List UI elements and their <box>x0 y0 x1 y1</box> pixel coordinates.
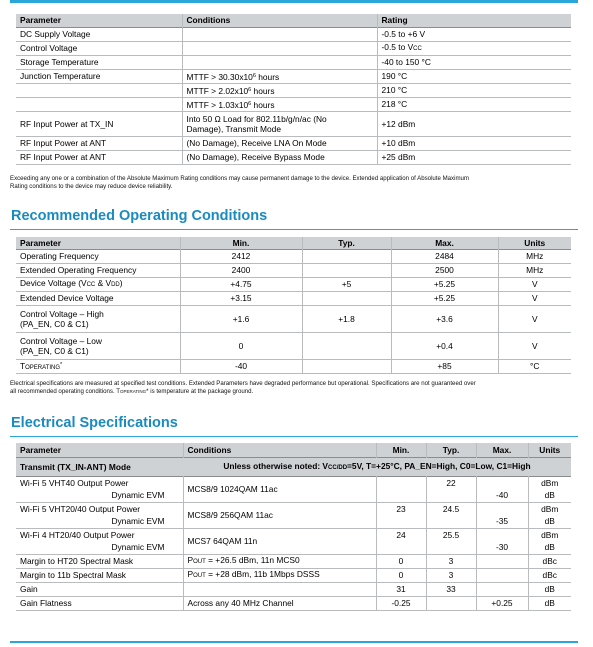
cond-text: MTTF > 2.02x10 <box>186 85 249 96</box>
mode-cond-subscript: CC/DD <box>328 464 348 471</box>
cond-text: MTTF > 1.03x10 <box>186 99 249 110</box>
cond-text: P <box>187 555 194 565</box>
param-cell <box>16 305 180 332</box>
col-header-max: Max. <box>476 443 528 457</box>
cond-cell <box>183 568 376 582</box>
table-row <box>16 568 571 582</box>
min-cell: 0 <box>376 554 426 568</box>
col-header-max: Max. <box>391 237 498 249</box>
param-cell: Storage Temperature <box>16 55 182 69</box>
max-cell: +0.25 <box>476 596 528 610</box>
bottom-accent-rule <box>10 641 578 643</box>
typ-cell: +1.8 <box>302 305 391 332</box>
max-cell: +85 <box>391 359 498 373</box>
section-title-roc: Recommended Operating Conditions <box>11 208 268 224</box>
rating-cell: 190 °C <box>377 69 571 83</box>
units-cell: dB <box>528 541 571 554</box>
cond-tail: = +26.5 dBm, 11n MCS0 <box>205 555 300 565</box>
rating-cell: 210 °C <box>377 83 571 97</box>
cond-cell <box>182 41 377 55</box>
cond-cell <box>182 111 377 136</box>
cond-tail: hours <box>251 85 275 96</box>
table-row <box>16 27 571 41</box>
table-header-row <box>16 443 571 457</box>
mode-cond-text: Unless otherwise noted: V <box>223 460 329 471</box>
min-cell <box>376 515 426 528</box>
rating-subscript: CC <box>413 46 422 52</box>
rating-cell: +10 dBm <box>377 136 571 150</box>
units-cell: dB <box>528 515 571 528</box>
cond-text: MTTF > 30.30x10 <box>186 71 253 82</box>
units-cell: dB <box>528 596 571 610</box>
cond-cell: (No Damage), Receive Bypass Mode <box>182 150 377 164</box>
param-cell <box>16 277 180 291</box>
max-cell <box>476 502 528 515</box>
min-cell: 0 <box>376 568 426 582</box>
table-row <box>16 41 571 55</box>
param-cell: Margin to HT20 Spectral Mask <box>16 554 183 568</box>
table-row <box>16 502 571 515</box>
table-row <box>16 277 571 291</box>
absolute-max-table <box>16 14 571 165</box>
cond-cell <box>182 55 377 69</box>
param-cell: Wi-Fi 5 VHT40 Output Power <box>20 477 129 488</box>
units-cell: dBc <box>528 554 571 568</box>
param-cell <box>16 97 182 111</box>
section-title-electrical: Electrical Specifications <box>11 415 178 431</box>
param-cell: Extended Operating Frequency <box>16 263 180 277</box>
min-cell: +1.6 <box>180 305 302 332</box>
param-cell: Wi-Fi 5 VHT20/40 Output Power <box>20 503 141 514</box>
typ-cell <box>302 263 391 277</box>
param-superscript: * <box>60 361 63 368</box>
units-cell: dBc <box>528 568 571 582</box>
typ-cell <box>302 291 391 305</box>
cond-tail: hours <box>255 71 280 82</box>
top-accent-rule <box>10 0 578 3</box>
table-row <box>16 359 571 373</box>
rating-cell: -40 to 150 °C <box>377 55 571 69</box>
typ-cell <box>302 249 391 263</box>
typ-cell: 25.5 <box>426 528 476 541</box>
param-cell: Extended Device Voltage <box>16 291 180 305</box>
typ-cell: 3 <box>426 554 476 568</box>
max-cell: +5.25 <box>391 277 498 291</box>
mode-cond-text: =5V, T=+25°C, PA_EN=High, C0=Low, C1=High <box>347 460 531 471</box>
col-header-min: Min. <box>376 443 426 457</box>
cond-cell <box>183 554 376 568</box>
max-cell: 2484 <box>391 249 498 263</box>
param-line-2: (PA_EN, C0 & C1) <box>20 345 89 356</box>
param-text: T <box>20 360 26 371</box>
min-cell <box>376 541 426 554</box>
param-smallcaps: OPERATING <box>25 364 61 371</box>
cond-superscript: 6 <box>252 72 256 79</box>
param-cell: RF Input Power at TX_IN <box>16 111 182 136</box>
min-cell <box>376 489 426 502</box>
max-cell <box>476 476 528 489</box>
min-cell: 31 <box>376 582 426 596</box>
col-header-typ: Typ. <box>426 443 476 457</box>
min-cell: 2412 <box>180 249 302 263</box>
col-header-typ: Typ. <box>302 237 391 249</box>
cond-tail: hours <box>251 99 275 110</box>
rating-cell: +25 dBm <box>377 150 571 164</box>
cond-superscript: 6 <box>248 100 252 107</box>
max-cell: -30 <box>476 541 528 554</box>
max-cell <box>476 554 528 568</box>
table-row <box>16 596 571 610</box>
units-cell: dBm <box>528 476 571 489</box>
max-cell <box>476 528 528 541</box>
footnote-text: * is temperature at the package ground. <box>146 388 254 395</box>
max-cell: 2500 <box>391 263 498 277</box>
param-line-1: Control Voltage – High <box>20 308 104 319</box>
min-cell: +4.75 <box>180 277 302 291</box>
param-cell <box>16 332 180 359</box>
param-text: & V <box>95 278 112 288</box>
param-line-2: (PA_EN, C0 & C1) <box>20 318 89 329</box>
section-rule <box>10 436 578 437</box>
param-cell <box>16 359 180 373</box>
min-cell: -40 <box>180 359 302 373</box>
table-row <box>16 263 571 277</box>
electrical-spec-table <box>16 443 571 611</box>
units-cell: V <box>498 305 571 332</box>
col-header-rating: Rating <box>377 14 571 27</box>
table-row <box>16 55 571 69</box>
typ-cell: 3 <box>426 568 476 582</box>
col-header-units: Units <box>528 443 571 457</box>
table-row <box>16 554 571 568</box>
table-row <box>16 249 571 263</box>
param-subscript: DD <box>111 282 120 288</box>
typ-cell: 33 <box>426 582 476 596</box>
table-row <box>16 69 571 83</box>
units-cell: dBm <box>528 502 571 515</box>
param-line-1: Control Voltage – Low <box>20 335 102 346</box>
typ-cell <box>302 332 391 359</box>
table-row <box>16 83 571 97</box>
min-cell: -0.25 <box>376 596 426 610</box>
table-row <box>16 305 571 332</box>
typ-cell <box>302 359 391 373</box>
footnote-smallcaps: OPERATING <box>119 389 147 394</box>
cond-cell: (No Damage), Receive LNA On Mode <box>182 136 377 150</box>
min-cell: 23 <box>376 502 426 515</box>
col-header-units: Units <box>498 237 571 249</box>
cond-superscript: 6 <box>248 86 252 93</box>
units-cell: dB <box>528 489 571 502</box>
typ-cell: 22 <box>426 476 476 489</box>
min-cell: 0 <box>180 332 302 359</box>
param-cell: Junction Temperature <box>16 69 182 83</box>
footnote-line-2 <box>10 388 580 396</box>
param-text: ) <box>119 278 123 288</box>
cond-cell <box>182 69 377 83</box>
rating-text: -0.5 to V <box>381 42 414 52</box>
units-cell: V <box>498 291 571 305</box>
rating-cell <box>377 41 571 55</box>
table-header-row <box>16 237 571 249</box>
roc-footnote <box>10 380 580 396</box>
table-header-row <box>16 14 571 27</box>
max-cell: +3.6 <box>391 305 498 332</box>
footnote-text: all recommended operating conditions. T <box>10 388 120 395</box>
col-header-parameter: Parameter <box>20 444 61 455</box>
param-cell: Operating Frequency <box>16 249 180 263</box>
units-cell: dBm <box>528 528 571 541</box>
units-cell: V <box>498 277 571 291</box>
param-cell: RF Input Power at ANT <box>16 150 182 164</box>
section-rule <box>10 229 578 230</box>
rating-cell: +12 dBm <box>377 111 571 136</box>
table-row <box>16 291 571 305</box>
min-cell: +3.15 <box>180 291 302 305</box>
param-cell: Dynamic EVM <box>16 515 183 528</box>
param-cell: RF Input Power at ANT <box>16 136 182 150</box>
roc-table <box>16 237 571 374</box>
cond-cell: MCS7 64QAM 11n <box>183 528 376 554</box>
cond-tail: = +28 dBm, 11b 1Mbps DSSS <box>205 569 320 579</box>
param-cell: DC Supply Voltage <box>16 27 182 41</box>
col-header-conditions: Conditions <box>183 443 376 457</box>
param-cell: Gain <box>16 582 183 596</box>
footnote-line-1: Electrical specifications are measured at specified test conditions. Extended Parameters have degraded performance but operational. Specifications are not guaranteed over <box>10 380 476 387</box>
param-cell: Control Voltage <box>16 41 182 55</box>
typ-cell <box>426 515 476 528</box>
param-cell: Margin to 11b Spectral Mask <box>16 568 183 582</box>
col-header-min: Min. <box>180 237 302 249</box>
typ-cell <box>426 489 476 502</box>
rating-cell: -0.5 to +6 V <box>377 27 571 41</box>
cond-cell <box>182 27 377 41</box>
units-cell: MHz <box>498 249 571 263</box>
units-cell: V <box>498 332 571 359</box>
table-row <box>16 111 571 136</box>
cond-subscript: OUT <box>193 559 206 565</box>
table-row <box>16 476 571 489</box>
max-cell: -35 <box>476 515 528 528</box>
typ-cell <box>426 596 476 610</box>
rating-cell: 218 °C <box>377 97 571 111</box>
table-row <box>16 528 571 541</box>
cond-cell: MCS8/9 256QAM 11ac <box>183 502 376 528</box>
cond-cell <box>182 97 377 111</box>
units-cell: MHz <box>498 263 571 277</box>
min-cell: 2400 <box>180 263 302 277</box>
cond-line-1: Into 50 Ω Load for 802.11b/g/n/ac (No <box>186 113 327 124</box>
max-cell <box>476 568 528 582</box>
param-cell <box>16 83 182 97</box>
units-cell: °C <box>498 359 571 373</box>
typ-cell: +5 <box>302 277 391 291</box>
cond-line-2: Damage), Transmit Mode <box>186 123 281 134</box>
cond-cell: Across any 40 MHz Channel <box>183 596 376 610</box>
param-text: Device Voltage (V <box>20 278 87 288</box>
min-cell: 24 <box>376 528 426 541</box>
cond-text: P <box>187 569 194 579</box>
param-subscript: CC <box>86 282 96 288</box>
typ-cell: 24.5 <box>426 502 476 515</box>
param-cell: Wi-Fi 4 HT20/40 Output Power <box>20 529 135 540</box>
units-cell: dB <box>528 582 571 596</box>
param-cell: Dynamic EVM <box>16 489 183 502</box>
table-row <box>16 582 571 596</box>
max-cell: +5.25 <box>391 291 498 305</box>
table-row <box>16 332 571 359</box>
cond-cell <box>182 83 377 97</box>
cond-cell: MCS8/9 1024QAM 11ac <box>183 476 376 502</box>
min-cell <box>376 476 426 489</box>
param-cell: Gain Flatness <box>16 596 183 610</box>
mode-header-row <box>16 457 571 476</box>
col-header-conditions: Conditions <box>182 14 377 27</box>
typ-cell <box>426 541 476 554</box>
table-row <box>16 136 571 150</box>
table-row <box>16 150 571 164</box>
max-cell: -40 <box>476 489 528 502</box>
param-cell: Dynamic EVM <box>16 541 183 554</box>
table-row <box>16 97 571 111</box>
abs-max-footnote <box>10 175 580 191</box>
mode-conditions <box>183 457 571 476</box>
max-cell <box>476 582 528 596</box>
cond-cell <box>183 582 376 596</box>
footnote-line-1: Exceeding any one or a combination of the Absolute Maximum Rating conditions may cause permanent damage to the device. Extended application of Absolute Maximum <box>10 175 469 182</box>
col-header-parameter: Parameter <box>20 15 61 26</box>
max-cell: +0.4 <box>391 332 498 359</box>
footnote-line-2: Rating conditions to the device may reduce device reliability. <box>10 183 173 190</box>
cond-subscript: OUT <box>193 573 206 579</box>
col-header-parameter: Parameter <box>20 237 61 248</box>
mode-label: Transmit (TX_IN-ANT) Mode <box>20 461 131 472</box>
